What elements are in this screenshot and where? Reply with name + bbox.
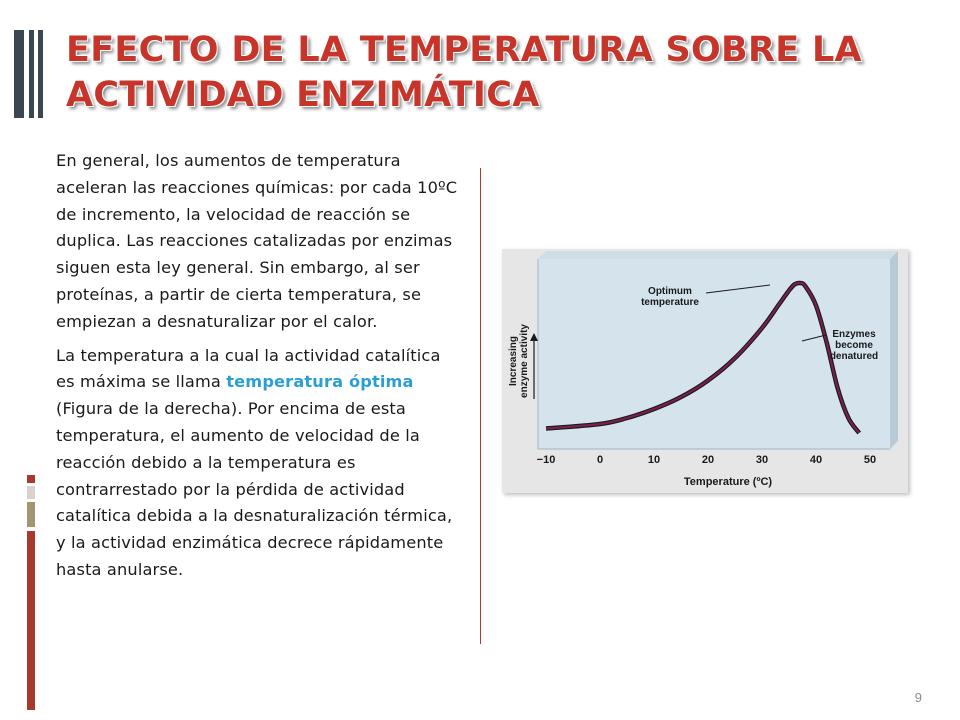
slide-title <box>66 28 946 118</box>
title-accent-bar <box>38 30 43 118</box>
x-tick-label: 50 <box>863 454 877 466</box>
body-text <box>56 148 462 591</box>
x-tick-label: −10 <box>536 454 556 466</box>
title-line-2: ACTIVIDAD ENZIMÁTICA <box>66 75 540 115</box>
y-axis-label-line-2: enzyme activity <box>519 324 530 398</box>
title-line-1: EFECTO DE LA TEMPERATURA SOBRE LA <box>66 30 862 70</box>
x-tick-label: 0 <box>596 454 604 466</box>
y-axis-arrow-icon <box>530 333 538 341</box>
x-tick-label: 40 <box>809 454 823 466</box>
y-axis-label-group <box>508 324 530 398</box>
side-accent-bar <box>27 475 35 483</box>
x-axis-label: Temperature (ºC) <box>683 476 773 488</box>
denatured-annotation-line-1: Enzymes <box>832 329 876 340</box>
side-accent-bar <box>27 486 35 499</box>
column-divider <box>480 168 481 644</box>
denatured-annotation-line-3: denatured <box>829 351 879 362</box>
page-number: 9 <box>914 690 922 705</box>
side-accent-bar <box>27 531 35 710</box>
x-tick-labels <box>537 454 876 466</box>
paragraph-2-start: La temperatura a la cual la actividad catalítica es máxima se llama <box>56 345 441 392</box>
title-accent-bar <box>29 30 34 118</box>
paragraph-2-end: (Figura de la derecha). Por encima de esta temperatura, el aumento de velocidad de la reacción debido a la temperatura es contrarrestado por la pérdida de actividad catalítica debida a la desnaturalización térmica, y la actividad enzimática decrece rápidamente hasta anularse. <box>56 399 453 579</box>
optimum-annotation-line-2: temperature <box>641 297 699 308</box>
enzyme-activity-chart <box>502 249 908 493</box>
box-side <box>890 251 898 449</box>
y-axis-label-line-1: Increasing <box>508 335 519 387</box>
denatured-annotation-line-2: become <box>835 340 873 351</box>
x-tick-label: 30 <box>755 454 769 466</box>
title-accent-bar <box>14 30 24 118</box>
side-accent-bar <box>27 502 35 527</box>
paragraph-1: En general, los aumentos de temperatura aceleran las reacciones químicas: por cada 10ºC de incremento, la velocidad de reacción se duplica. Las reacciones catalizadas por enzimas siguen esta ley general. Sin embargo, al ser proteínas, a partir de cierta temperatura, se empiezan a desnaturalizar por el calor. <box>56 151 458 331</box>
x-tick-label: 10 <box>647 454 661 466</box>
highlight-optimal-temperature: temperatura óptima <box>226 372 414 392</box>
x-tick-label: 20 <box>701 454 715 466</box>
box-top <box>538 251 898 259</box>
paragraph-2 <box>56 343 462 584</box>
enzyme-temperature-figure <box>502 249 908 493</box>
optimum-annotation-line-1: Optimum <box>648 286 692 297</box>
